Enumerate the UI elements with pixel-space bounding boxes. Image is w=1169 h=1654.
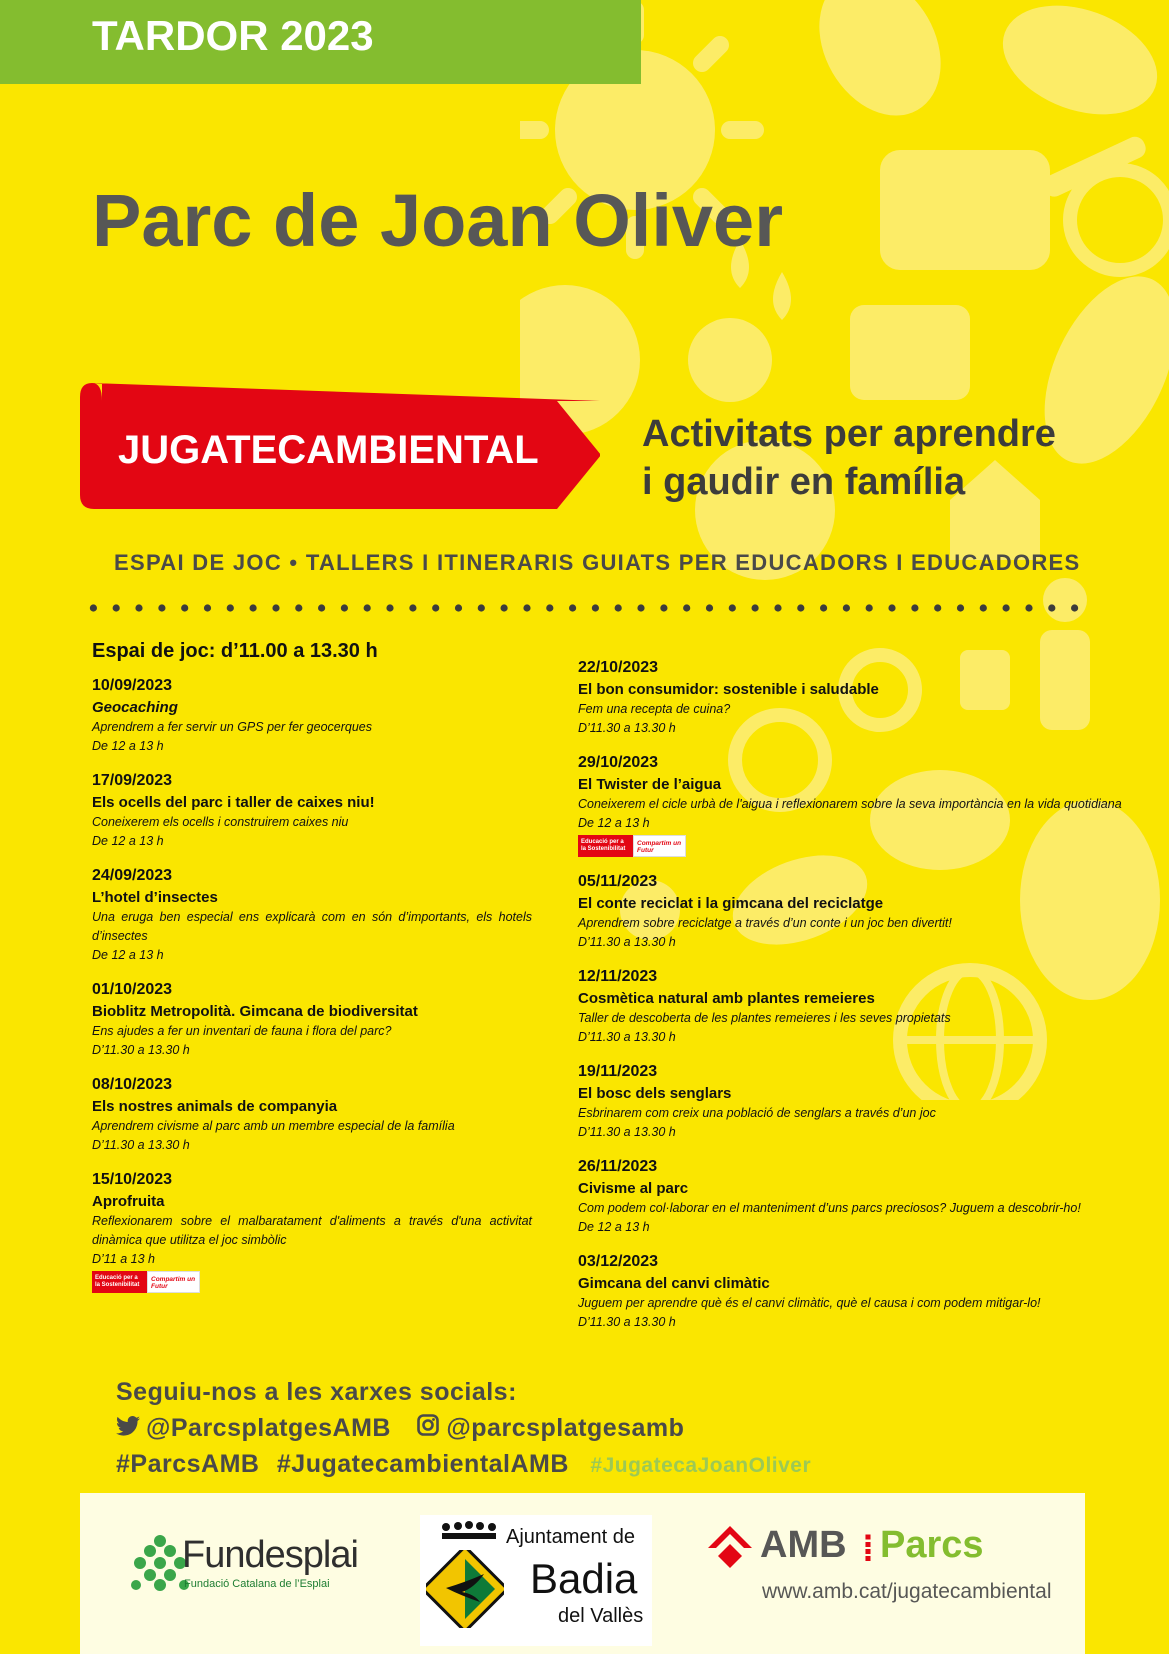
- amb-separator-icon: ⁞: [862, 1528, 874, 1569]
- event-time: D’11.30 a 13.30 h: [92, 1043, 190, 1057]
- divider-dot: [135, 604, 142, 611]
- event-date: 12/11/2023: [578, 968, 658, 985]
- divider-dot: [113, 604, 120, 611]
- event-time: D’11.30 a 13.30 h: [578, 1315, 676, 1329]
- divider-dot: [318, 604, 325, 611]
- event-description: Reflexionarem sobre el malbaratament d'aliments a través d'una activitat dinàmica que utilitza el joc simbòlic: [92, 1214, 532, 1247]
- divider-dot: [957, 604, 964, 611]
- event-name: Gimcana del canvi climàtic: [578, 1275, 770, 1292]
- event-item: [578, 1061, 1138, 1142]
- hashtag-jugatecambientalamb[interactable]: #JugatecambientalAMB: [276, 1450, 569, 1478]
- tagline-line-1: Activitats per aprendre: [642, 413, 1056, 455]
- subheading: ESPAI DE JOC • TALLERS I ITINERARIS GUIATS PER EDUCADORS I EDUCADORES: [114, 550, 1081, 575]
- amb-parcs: Parcs: [880, 1524, 984, 1566]
- divider-dot: [820, 604, 827, 611]
- divider-dot: [1003, 604, 1010, 611]
- schedule-heading: Espai de joc: d’11.00 a 13.30 h: [92, 640, 378, 662]
- event-time: De 12 a 13 h: [92, 834, 164, 848]
- divider-dot: [1048, 604, 1055, 611]
- schedule-right-column: [578, 657, 1138, 1346]
- event-item: [92, 1169, 532, 1293]
- badia-line-1: Ajuntament de: [506, 1526, 635, 1548]
- event-name: Aprofruita: [92, 1193, 165, 1210]
- event-time: De 12 a 13 h: [578, 816, 650, 830]
- fundesplai-name: Fundesplai: [182, 1534, 358, 1576]
- badia-shield-icon: [426, 1550, 504, 1628]
- event-description: Esbrinarem com creix una població de senglars a través d’un joc: [578, 1106, 936, 1120]
- social-section: [116, 1378, 811, 1486]
- amb-logo-icon: [706, 1524, 754, 1572]
- divider-dot: [615, 604, 622, 611]
- divider-dot: [158, 604, 165, 611]
- twitter-handle[interactable]: @ParcsplatgesAMB: [146, 1414, 391, 1442]
- divider-dot: [592, 604, 599, 611]
- divider-dot: [843, 604, 850, 611]
- event-description: Una eruga ben especial ens explicarà com en són d’importants, els hotels d’insectes: [92, 910, 532, 943]
- badia-line-2: Badia: [530, 1555, 638, 1602]
- social-heading: Seguiu-nos a les xarxes socials:: [116, 1378, 517, 1406]
- fundesplai-logo-icon: [130, 1533, 190, 1593]
- event-description: Com podem col·laborar en el manteniment d’uns parcs preciosos? Juguem a descobrir-ho!: [578, 1201, 1081, 1215]
- event-time: De 12 a 13 h: [92, 739, 164, 753]
- divider-dot: [523, 604, 530, 611]
- twitter-icon: [116, 1414, 140, 1443]
- amb-name: AMB: [760, 1524, 847, 1566]
- event-date: 05/11/2023: [578, 873, 658, 890]
- event-item: [578, 1156, 1138, 1237]
- divider-dot: [478, 604, 485, 611]
- sustainability-badge: [578, 835, 686, 857]
- divider-dot: [729, 604, 736, 611]
- divider-dot: [409, 604, 416, 611]
- divider-dot: [752, 604, 759, 611]
- divider-dot: [866, 604, 873, 611]
- event-time: D’11.30 a 13.30 h: [92, 1138, 190, 1152]
- divider-dot: [1025, 604, 1032, 611]
- divider-dot: [797, 604, 804, 611]
- event-date: 26/11/2023: [578, 1158, 658, 1175]
- divider-dot: [980, 604, 987, 611]
- event-time: D’11.30 a 13.30 h: [578, 1125, 676, 1139]
- event-item: [92, 770, 532, 851]
- divider-dot: [1071, 604, 1078, 611]
- event-name: Els ocells del parc i taller de caixes niu!: [92, 794, 375, 811]
- divider-dot: [90, 604, 97, 611]
- divider-dot: [683, 604, 690, 611]
- badge-right-text: Compartim un Futur: [147, 1271, 200, 1293]
- divider-dot: [501, 604, 508, 611]
- event-name: El bosc dels senglars: [578, 1085, 732, 1102]
- event-date: 03/12/2023: [578, 1253, 659, 1270]
- divider-dot: [272, 604, 279, 611]
- banner-label: JUGATECAMBIENTAL: [118, 428, 539, 472]
- event-name: El Twister de l’aigua: [578, 776, 722, 793]
- event-name: El bon consumidor: sostenible i saludable: [578, 681, 879, 698]
- event-time: D’11.30 a 13.30 h: [578, 721, 676, 735]
- badge-left-text: Educació per a la Sostenibilitat: [578, 835, 633, 857]
- divider-dot: [774, 604, 781, 611]
- season-bar: [0, 0, 641, 84]
- event-name: Civisme al parc: [578, 1180, 689, 1197]
- divider-dot: [295, 604, 302, 611]
- divider-dot: [706, 604, 713, 611]
- event-item: [92, 865, 532, 965]
- event-item: [92, 1074, 532, 1155]
- season-label: TARDOR 2023: [92, 12, 374, 59]
- event-date: 17/09/2023: [92, 772, 173, 789]
- event-date: 19/11/2023: [578, 1063, 658, 1080]
- event-description: Coneixerem els ocells i construirem caixes niu: [92, 815, 349, 829]
- event-date: 22/10/2023: [578, 659, 659, 676]
- event-date: 24/09/2023: [92, 867, 173, 884]
- divider-dot: [227, 604, 234, 611]
- event-time: De 12 a 13 h: [578, 1220, 650, 1234]
- dotted-divider: [82, 601, 1086, 615]
- event-description: Juguem per aprendre què és el canvi climàtic, què el causa i com podem mitigar-lo!: [578, 1296, 1041, 1310]
- event-date: 15/10/2023: [92, 1171, 173, 1188]
- divider-dot: [250, 604, 257, 611]
- amb-url[interactable]: www.amb.cat/jugatecambiental: [762, 1580, 1052, 1603]
- event-name: El conte reciclat i la gimcana del reciclatge: [578, 895, 884, 912]
- event-date: 08/10/2023: [92, 1076, 173, 1093]
- event-name: Bioblitz Metropolità. Gimcana de biodiversitat: [92, 1003, 418, 1020]
- crown-icon: [438, 1521, 500, 1541]
- instagram-icon: [416, 1414, 440, 1443]
- event-description: Fem una recepta de cuina?: [578, 702, 731, 716]
- event-description: Ens ajudes a fer un inventari de fauna i flora del parc?: [92, 1024, 392, 1038]
- event-date: 29/10/2023: [578, 754, 659, 771]
- event-item: [92, 979, 532, 1060]
- event-date: 10/09/2023: [92, 677, 173, 694]
- event-item: [578, 871, 1138, 952]
- event-time: De 12 a 13 h: [92, 948, 164, 962]
- divider-dot: [341, 604, 348, 611]
- event-name: Els nostres animals de companyia: [92, 1098, 338, 1115]
- event-date: 01/10/2023: [92, 981, 173, 998]
- divider-dot: [546, 604, 553, 611]
- event-description: Aprendrem a fer servir un GPS per fer geocerques: [92, 720, 372, 734]
- divider-dot: [934, 604, 941, 611]
- divider-dot: [911, 604, 918, 611]
- instagram-handle[interactable]: @parcsplatgesamb: [446, 1414, 685, 1442]
- tagline: [642, 410, 1056, 506]
- tagline-line-2: i gaudir en família: [642, 461, 966, 503]
- event-name: Cosmètica natural amb plantes remeieres: [578, 990, 875, 1007]
- divider-dot: [432, 604, 439, 611]
- event-item: [578, 1251, 1138, 1332]
- event-item: [578, 657, 1138, 738]
- event-description: Aprendrem sobre reciclatge a través d’un conte i un joc ben divertit!: [578, 916, 952, 930]
- event-description: Coneixerem el cicle urbà de l'aigua i reflexionarem sobre la seva importància en la vida quotidiana: [578, 797, 1122, 811]
- divider-dot: [455, 604, 462, 611]
- divider-dot: [181, 604, 188, 611]
- badge-left-text: Educació per a la Sostenibilitat: [92, 1271, 147, 1293]
- event-name: L’hotel d’insectes: [92, 889, 218, 906]
- event-item: [578, 966, 1138, 1047]
- park-title: Parc de Joan Oliver: [92, 179, 784, 262]
- divider-dot: [888, 604, 895, 611]
- event-time: D’11.30 a 13.30 h: [578, 935, 676, 949]
- sustainability-badge: [92, 1271, 200, 1293]
- hashtag-parcsamb[interactable]: #ParcsAMB: [116, 1450, 260, 1478]
- divider-dot: [637, 604, 644, 611]
- event-time: D’11 a 13 h: [92, 1252, 156, 1266]
- event-item: [578, 752, 1138, 857]
- badge-right-text: Compartim un Futur: [633, 835, 686, 857]
- event-name: Geocaching: [92, 699, 178, 716]
- divider-dot: [386, 604, 393, 611]
- schedule-left-column: [92, 640, 532, 1307]
- divider-dot: [364, 604, 371, 611]
- event-item: [92, 675, 532, 756]
- event-description: Aprendrem civisme al parc amb un membre especial de la família: [92, 1119, 455, 1133]
- divider-dot: [660, 604, 667, 611]
- divider-dot: [569, 604, 576, 611]
- hashtag-jugatecajoanoliver[interactable]: #JugatecaJoanOliver: [590, 1454, 812, 1477]
- fundesplai-subtitle: Fundació Catalana de l’Esplai: [184, 1578, 330, 1590]
- event-description: Taller de descoberta de les plantes remeieres i les seves propietats: [578, 1011, 951, 1025]
- event-time: D’11.30 a 13.30 h: [578, 1030, 676, 1044]
- badia-line-3: del Vallès: [558, 1605, 644, 1627]
- divider-dot: [204, 604, 211, 611]
